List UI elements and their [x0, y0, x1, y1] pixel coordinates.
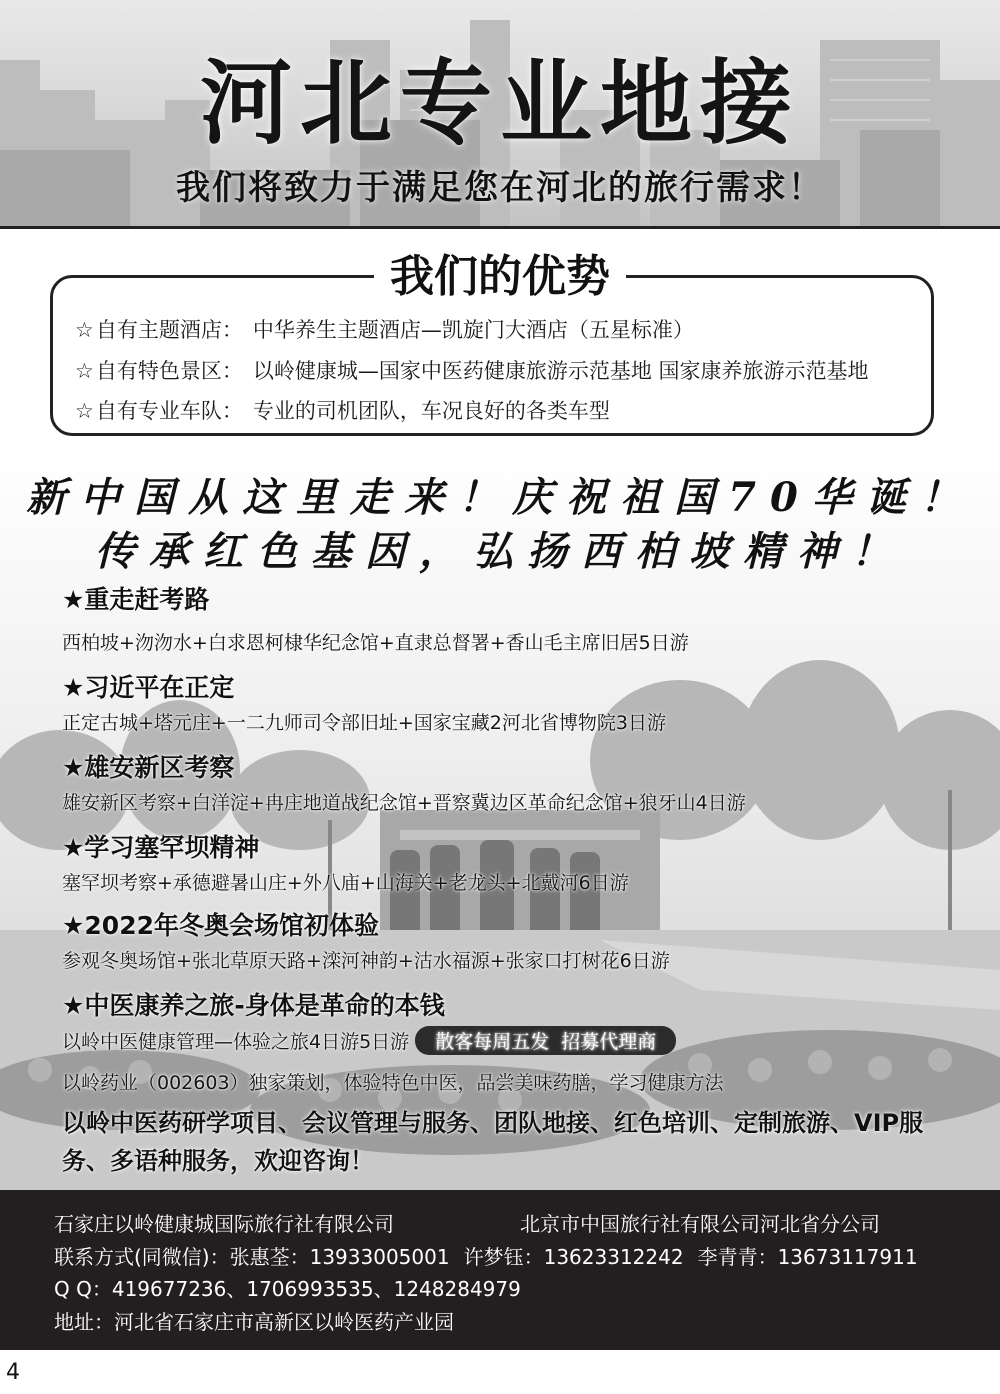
page-number: 4	[6, 1360, 20, 1385]
contact-footer	[0, 1190, 1000, 1350]
advantage-item-fleet: ☆自有专业车队： 专业的司机团队，车况良好的各类车型	[75, 399, 610, 423]
slogan-line-2: 传承红色基因，弘扬西柏坡精神！	[95, 528, 905, 575]
route-desc: 塞罕坝考察+承德避暑山庄+外八庙+山海关+老龙头+北戴河6日游	[62, 872, 629, 894]
contact-phone: 张惠荃：13933005001	[229, 1245, 450, 1269]
star-outline-icon: ☆	[75, 318, 94, 342]
route-desc-with-badge: 以岭中医健康管理—体验之旅4日游5日游 散客每周五发 招募代理商	[62, 1026, 676, 1055]
page-title: 河北专业地接	[199, 50, 800, 157]
header-divider	[0, 226, 1000, 229]
contact-phone: 李青青：13673117911	[697, 1245, 918, 1269]
route-title: ★重走赶考路	[62, 585, 210, 614]
route-desc: 雄安新区考察+白洋淀+冉庄地道战纪念馆+晋察冀边区革命纪念馆+狼牙山4日游	[62, 792, 746, 814]
advantages-heading: 我们的优势	[0, 240, 1000, 304]
route-desc: 正定古城+塔元庄+一二九师司令部旧址+国家宝藏2河北省博物院3日游	[62, 712, 666, 734]
advantage-item-hotel: ☆自有主题酒店： 中华养生主题酒店—凯旋门大酒店（五星标准）	[75, 318, 694, 342]
star-outline-icon: ☆	[75, 359, 94, 383]
route-desc: 西柏坡+沕沕水+白求恩柯棣华纪念馆+直隶总督署+香山毛主席旧居5日游	[62, 632, 689, 654]
page-subtitle: 我们将致力于满足您在河北的旅行需求！	[176, 168, 824, 208]
route-desc: 参观冬奥场馆+张北草原天路+滦河神韵+沽水福源+张家口打树花6日游	[62, 950, 670, 972]
advantage-item-scenic: ☆自有特色景区： 以岭健康城—国家中医药健康旅游示范基地 国家康养旅游示范基地	[75, 359, 869, 383]
slogan-line-1: 新中国从这里走来！庆祝祖国70华诞！	[26, 474, 974, 521]
contact-line: 联系方式(同微信)：张惠荃：13933005001 许梦钰：13623312242 李青青：13673117911	[54, 1245, 918, 1269]
route-title: ★学习塞罕坝精神	[62, 833, 260, 862]
services-summary: 以岭中医药研学项目、会议管理与服务、团队地接、红色培训、定制旅游、VIP服务、多语种服务，欢迎咨询！	[62, 1109, 924, 1175]
star-outline-icon: ☆	[75, 399, 94, 423]
company-name-2: 北京市中国旅行社有限公司河北省分公司	[520, 1212, 880, 1236]
address-line: 地址：河北省石家庄市高新区以岭医药产业园	[54, 1310, 454, 1334]
contact-phone: 许梦钰：13623312242	[463, 1245, 684, 1269]
route-title: ★习近平在正定	[62, 673, 235, 702]
extra-desc: 以岭药业（002603）独家策划，体验特色中医，品尝美味药膳，学习健康方法	[62, 1072, 724, 1094]
route-title: ★雄安新区考察	[62, 753, 235, 782]
qq-line: Q Q：419677236、1706993535、1248284979	[54, 1277, 521, 1301]
company-name-1: 石家庄以岭健康城国际旅行社有限公司	[54, 1212, 394, 1236]
departure-badge: 散客每周五发 招募代理商	[415, 1026, 676, 1055]
header-banner	[0, 0, 1000, 226]
route-title: ★2022年冬奥会场馆初体验	[62, 911, 379, 940]
route-title: ★中医康养之旅-身体是革命的本钱	[62, 991, 445, 1020]
